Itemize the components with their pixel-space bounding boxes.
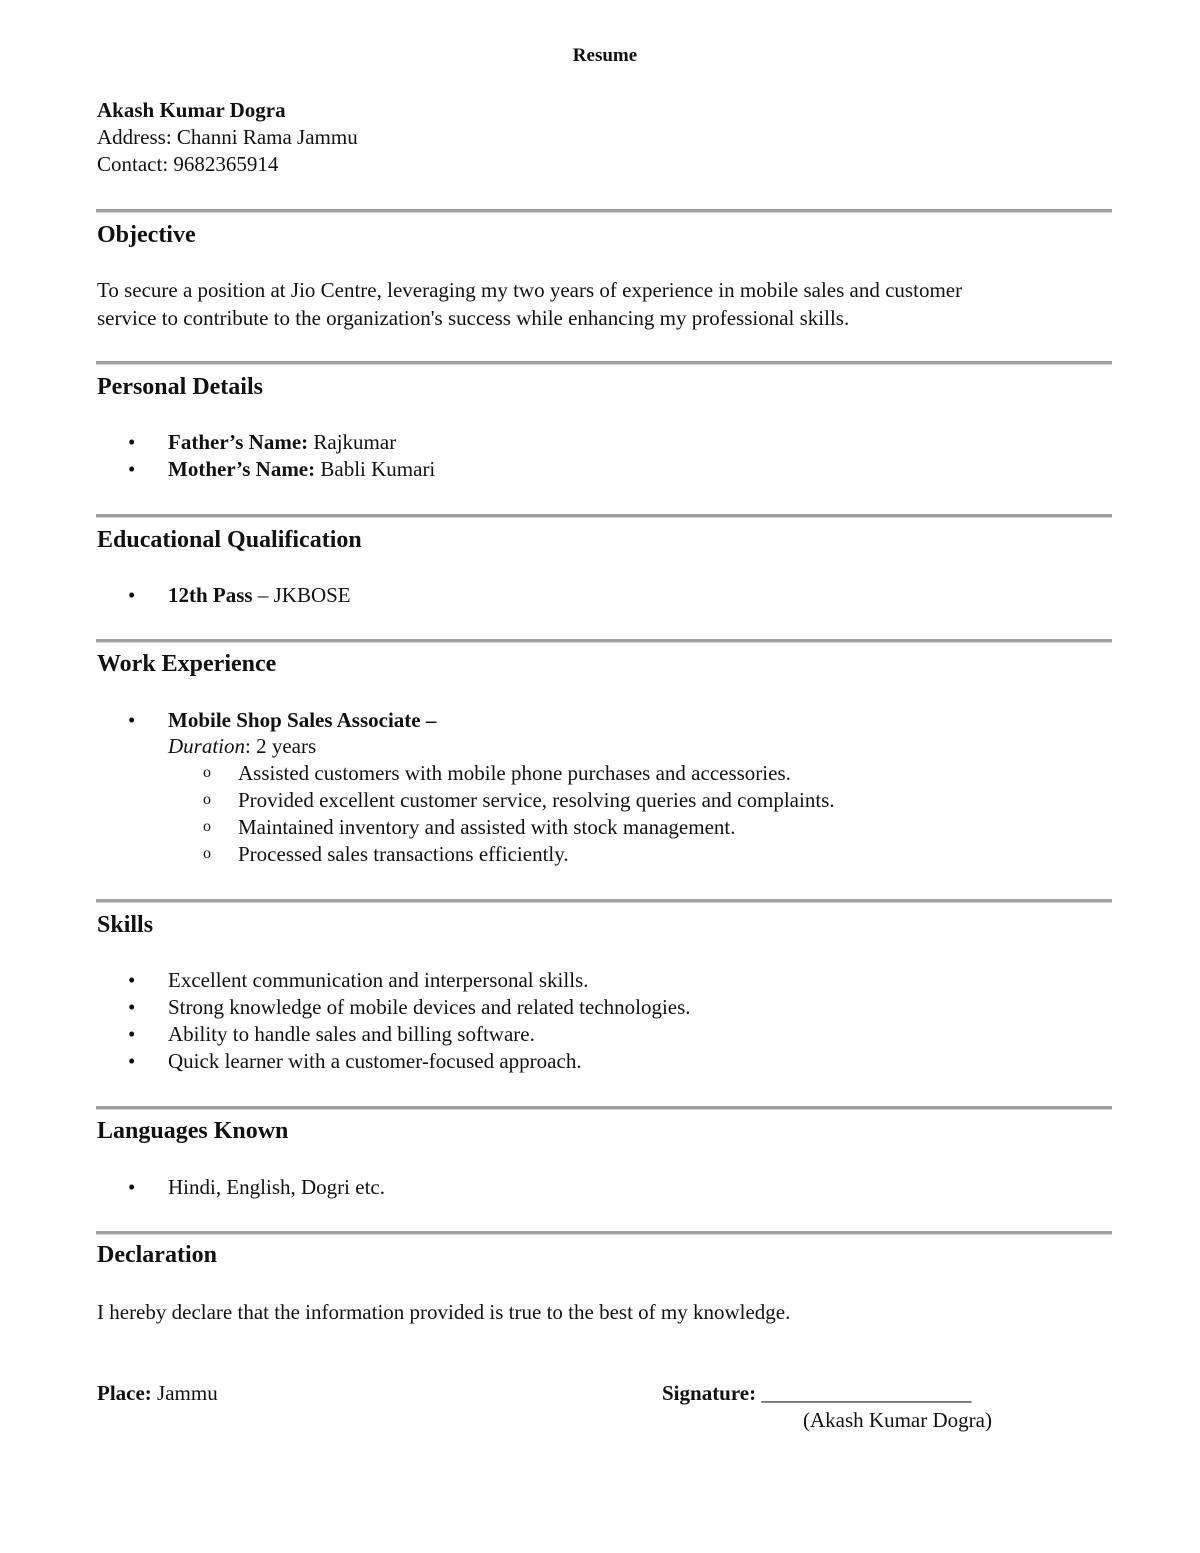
bullet-icon: • (128, 1049, 136, 1073)
declaration-heading: Declaration (97, 1242, 217, 1268)
bullet-icon: • (128, 1022, 136, 1046)
item-label: Mother’s Name: (168, 457, 316, 481)
objective-line: To secure a position at Jio Centre, leveraging my two years of experience in mobile sales and customer (97, 278, 963, 302)
skill-item: Strong knowledge of mobile devices and related technologies. (168, 995, 691, 1019)
list-item: Mother’s Name: Babli Kumari (168, 457, 436, 481)
signature: Signature: ____________________ (662, 1381, 972, 1405)
work-heading: Work Experience (97, 651, 277, 677)
bullet-icon: • (128, 583, 136, 607)
divider (96, 1231, 1112, 1235)
job-role: Mobile Shop Sales Associate – (168, 708, 437, 732)
task-item: Assisted customers with mobile phone purchases and accessories. (238, 761, 791, 785)
signature-name: (Akash Kumar Dogra) (803, 1408, 992, 1432)
list-item: Father’s Name: Rajkumar (168, 430, 397, 454)
circle-bullet-icon: o (203, 845, 211, 862)
bullet-icon: • (128, 708, 136, 732)
address: Address: Channi Rama Jammu (97, 125, 358, 149)
divider (96, 1106, 1112, 1110)
bullet-icon: • (128, 968, 136, 992)
bullet-icon: • (128, 430, 136, 454)
personal-details-heading: Personal Details (97, 374, 263, 400)
circle-bullet-icon: o (203, 818, 211, 835)
document-title: Resume (572, 45, 638, 66)
task-item: Provided excellent customer service, resolving queries and complaints. (238, 788, 835, 812)
skill-item: Ability to handle sales and billing software. (168, 1022, 535, 1046)
divider (96, 639, 1112, 643)
objective-line: service to contribute to the organization's success while enhancing my professional skills. (97, 306, 850, 330)
task-item: Processed sales transactions efficiently. (238, 842, 569, 866)
divider (96, 514, 1112, 518)
education-heading: Educational Qualification (97, 527, 362, 553)
objective-heading: Objective (97, 222, 196, 248)
place: Place: Jammu (97, 1381, 218, 1405)
skill-item: Excellent communication and interpersonal skills. (168, 968, 589, 992)
bullet-icon: • (128, 1175, 136, 1199)
divider (96, 209, 1112, 213)
language-item: Hindi, English, Dogri etc. (168, 1175, 385, 1199)
bullet-icon: • (128, 457, 136, 481)
bullet-icon: • (128, 995, 136, 1019)
job-duration: Duration: 2 years (168, 734, 317, 758)
divider (96, 899, 1112, 903)
skill-item: Quick learner with a customer-focused approach. (168, 1049, 582, 1073)
divider (96, 361, 1112, 365)
skills-heading: Skills (97, 912, 154, 938)
circle-bullet-icon: o (203, 791, 211, 808)
declaration-text: I hereby declare that the information provided is true to the best of my knowledge. (97, 1300, 791, 1324)
contact: Contact: 9682365914 (97, 152, 279, 176)
languages-heading: Languages Known (97, 1118, 289, 1144)
task-item: Maintained inventory and assisted with stock management. (238, 815, 736, 839)
circle-bullet-icon: o (203, 764, 211, 781)
candidate-name: Akash Kumar Dogra (97, 98, 286, 122)
item-label: Father’s Name: (168, 430, 309, 454)
list-item: 12th Pass – JKBOSE (168, 583, 351, 607)
